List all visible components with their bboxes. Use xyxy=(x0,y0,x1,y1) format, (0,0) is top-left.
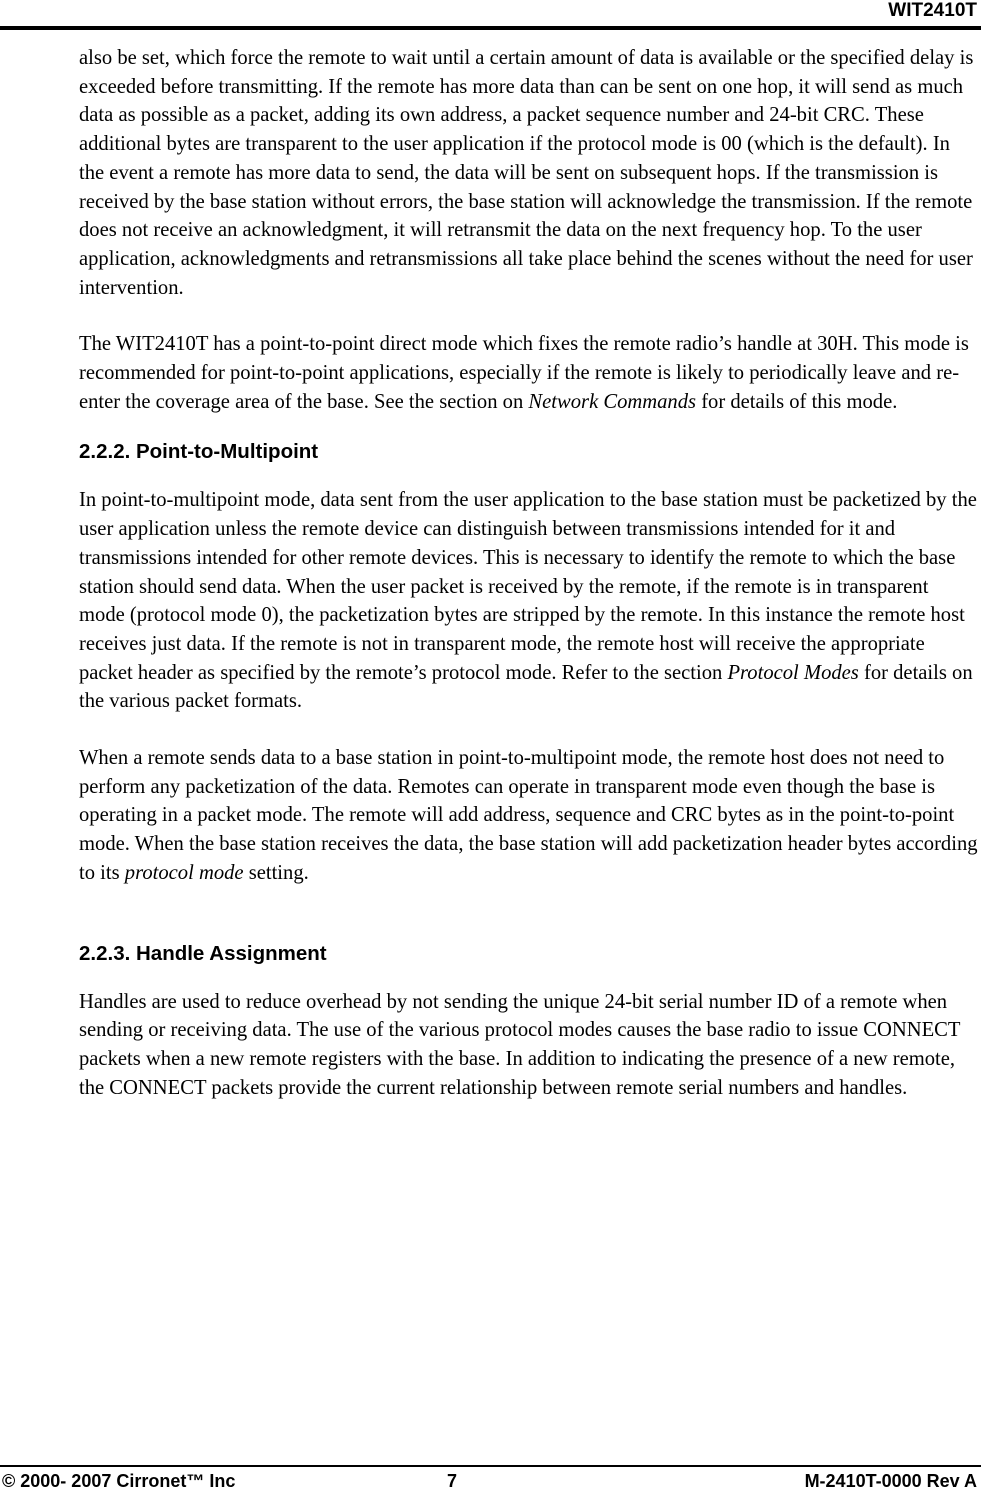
page-footer xyxy=(0,1470,977,1492)
italic-reference-protocol-mode: protocol mode xyxy=(124,861,244,884)
paragraph-continuation: also be set, which force the remote to wait until a certain amount of data is available or the specified delay is exceeded before transmitting. If the remote has more data than can be sent on one hop, it will send as much data as possible as a packet, adding its own address, a packet sequence number and 24-bit CRC. These additional bytes are transparent to the user application if the protocol mode is 00 (which is the default). In the event a remote has more data to send, the data will be sent on subsequent hops. If the transmission is received by the base station without errors, the base station will acknowledge the transmission. If the remote does not receive an acknowledgment, it will retransmit the data on the next frequency hop. To the user application, acknowledgments and retransmissions all take place behind the scenes without the need for user intervention. xyxy=(79,47,974,299)
paragraph-remote-sends-data xyxy=(79,744,978,888)
header-rule xyxy=(0,26,981,30)
footer-rule xyxy=(0,1465,981,1467)
section-heading-point-to-multipoint: 2.2.2. Point-to-Multipoint xyxy=(79,440,319,464)
text-run: The WIT2410T has a point-to-point direct mode which fixes the remote radio’s handle at 30H. This mode is recommended for point-to-point applications, especially if the remote is likely to periodically leave and re-enter the coverage area of the base. See the section on xyxy=(79,333,969,413)
text-run: When a remote sends data to a base station in point-to-multipoint mode, the remote host does not need to perform any packetization of the data. Remotes can operate in transparent mode even though the base is operating in a packet mode. The remote will add address, sequence and CRC bytes as in the point-to-point mode. When the base station receives the data, the base station will add packetization header bytes according to its xyxy=(79,747,978,884)
italic-reference-network-commands: Network Commands xyxy=(528,390,697,413)
document-header-title: WIT2410T xyxy=(888,0,977,21)
text-run: In point-to-multipoint mode, data sent from the user application to the base station must be packetized by the user application unless the remote device can distinguish between transmissions intended for it and transmissions intended for other remote devices. This is necessary to identify the remote to which the base station should send data. When the user packet is received by the remote, if the remote is in transparent mode (protocol mode 0), the packetization bytes are stripped by the remote. In this instance the remote host receives just data. If the remote is not in transparent mode, the remote host will receive the appropriate packet header as specified by the remote’s protocol mode. Refer to the section xyxy=(79,489,977,684)
text-run: for details on the various packet formats. xyxy=(79,661,973,713)
paragraph-point-to-point-direct xyxy=(79,330,978,416)
text-run: for details of this mode. xyxy=(696,390,898,413)
paragraph-handle-assignment: Handles are used to reduce overhead by not sending the unique 24-bit serial number ID of a remote when sending or receiving data. The use of the various protocol modes causes the base radio to issue CONNECT packets when a new remote registers with the base. In addition to indicating the presence of a new remote, the CONNECT packets provide the current relationship between remote serial numbers and handles. xyxy=(79,990,961,1099)
paragraph-point-to-multipoint xyxy=(79,486,978,716)
text-run: setting. xyxy=(243,861,309,884)
footer-copyright: © 2000- 2007 Cirronet™ Inc xyxy=(2,1471,236,1491)
page-content xyxy=(79,44,978,1102)
section-heading-handle-assignment: 2.2.3. Handle Assignment xyxy=(79,941,327,965)
italic-reference-protocol-modes: Protocol Modes xyxy=(727,661,859,684)
footer-page-number: 7 xyxy=(447,1471,458,1491)
footer-document-id: M-2410T-0000 Rev A xyxy=(804,1471,977,1491)
